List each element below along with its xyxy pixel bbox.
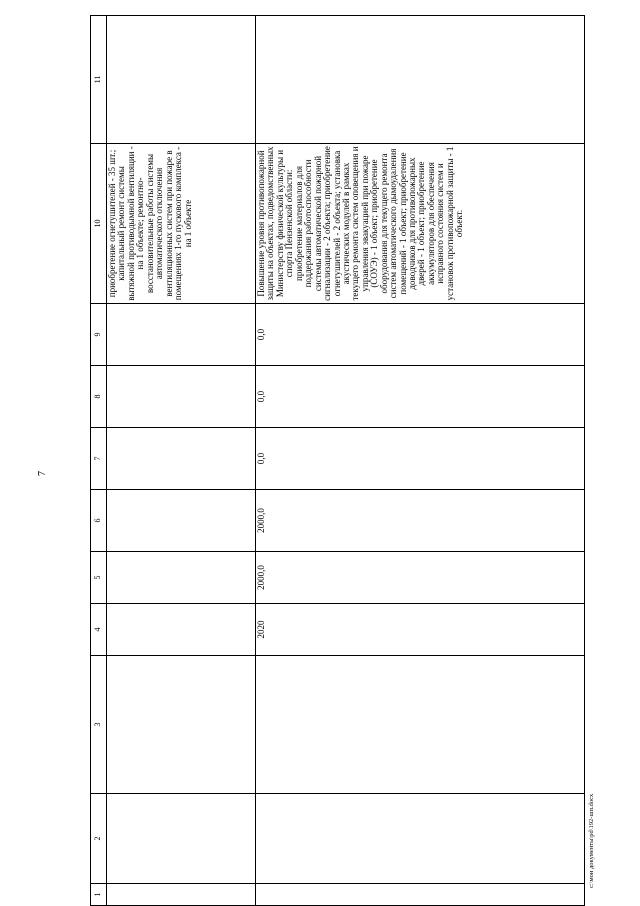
header-cell: 7 (91, 428, 107, 490)
table-cell (107, 656, 256, 794)
table-cell (256, 656, 585, 794)
table-cell: приобретение огнетушителей - 35 шт.; капитальный ремонт системы вытяжной противодымной вентиляции - на 1 объекте; ремонтно-восстановительные работы системы автоматического отключения вентиляционных систем при пожаре в помещениях 1-го пускового комплекса - на 1 объекте (107, 144, 256, 304)
table-row (256, 16, 585, 906)
header-cell: 6 (91, 490, 107, 552)
rotated-table-container (90, 16, 587, 906)
table-cell (256, 16, 585, 144)
header-cell: 10 (91, 144, 107, 304)
table-cell: 0,0 (256, 366, 585, 428)
table-cell (107, 604, 256, 656)
header-cell: 4 (91, 604, 107, 656)
table-cell: 0,0 (256, 304, 585, 366)
table-cell: Повышение уровня противопожарной защиты на объектах, подведомственных Министерству физической культуры и спорта Пензенской области: приобретение материалов для поддержания работоспособности системы автоматической пожарной сигнализации - 2 объекта; приобретение огнетушителей - 2 объекта; установка акустических модулей в рамках текущего ремонта систем оповещения и управления эвакуацией при пожаре (СОУЭ) - 1 объект; приобретение оборудования для текущего ремонта систем автоматического дымоудаления помещений - 1 объект; приобретение доводчиков для противопожарных дверей - 1 объект; приобретение аккумуляторов для обеспечения исправного состояния систем и установок противопожарной защиты - 1 объект. (256, 144, 585, 304)
table-cell (107, 428, 256, 490)
header-row (91, 16, 107, 906)
page-number: 7 (37, 471, 48, 476)
table-cell (107, 304, 256, 366)
table-cell (256, 884, 585, 906)
table-cell: 2000,0 (256, 490, 585, 552)
table-cell: 2000,0 (256, 552, 585, 604)
table-cell (107, 16, 256, 144)
table-row (107, 16, 256, 906)
header-cell: 3 (91, 656, 107, 794)
table-cell (107, 366, 256, 428)
header-cell: 8 (91, 366, 107, 428)
table-cell (107, 794, 256, 884)
table-cell (107, 552, 256, 604)
header-cell: 5 (91, 552, 107, 604)
table-cell: 0,0 (256, 428, 585, 490)
table-cell (256, 794, 585, 884)
header-cell: 9 (91, 304, 107, 366)
footer-file-path: c:\мои документы\pd\192-шп.docx (588, 793, 595, 888)
program-table (90, 15, 585, 906)
header-cell: 11 (91, 16, 107, 144)
table-cell: 2020 (256, 604, 585, 656)
table-cell (107, 490, 256, 552)
header-cell: 1 (91, 884, 107, 906)
table-cell (107, 884, 256, 906)
header-cell: 2 (91, 794, 107, 884)
